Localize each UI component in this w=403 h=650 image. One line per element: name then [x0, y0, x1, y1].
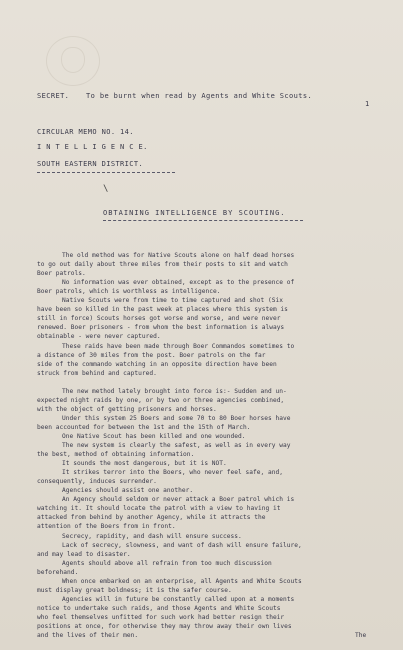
body-line: obtainable - were never captured. — [37, 333, 161, 341]
body-line: notice to undertake such raids, and those Agents and White Scouts — [37, 604, 281, 612]
body-line: renewed. Boer prisoners - from whom the best information is always — [37, 324, 285, 332]
body-line: must display great boldness; it is the safer course. — [37, 586, 232, 594]
body-line: These raids have been made through Boer Commandos sometimes to — [62, 342, 295, 350]
body-line: Agencies should assist one another. — [62, 487, 194, 495]
body-line: beforehand. — [37, 568, 79, 576]
body-line: attacked from behind by another Agency, while it attracts the — [37, 514, 266, 522]
body-line: side of the commando watching in an opposite direction have been — [37, 360, 277, 368]
body-line: and the lives of their men. — [37, 632, 139, 640]
body-line: Lack of secrecy, slowness, and want of dash will ensure failure, — [62, 541, 302, 549]
body-line: been accounted for between the 1st and the 15th of March. — [37, 423, 251, 431]
title-underline — [103, 220, 303, 221]
body-line: Native Scouts were from time to time captured and shot (Six — [62, 297, 283, 305]
body-line: Under this system 25 Boers and some 70 to 80 Boer horses have — [62, 414, 291, 422]
body-line: attention of the Boers from in front. — [37, 523, 176, 531]
body-line: the best, method of obtaining information. — [37, 451, 195, 459]
body-line: Boer patrols, which is worthless as intelligence. — [37, 288, 221, 296]
memo-number: CIRCULAR MEMO NO. 14. — [37, 128, 134, 136]
page-number: 1 — [365, 100, 370, 108]
body-line: positions at once, for otherwise they may throw away their own lives — [37, 623, 292, 630]
burn-note: To be burnt when read by Agents and White Scouts. — [86, 92, 313, 100]
body-line: a distance of 30 miles from the post. Boer patrols on the far — [37, 351, 266, 359]
body-line: It sounds the most dangerous, but it is NOT. — [62, 460, 227, 468]
body-line: watching it. It should locate the patrol with a view to having it — [37, 505, 281, 513]
body-line: with the object of getting prisoners and horses. — [37, 405, 217, 413]
body-line: to go out daily about three miles from their posts to sit and watch — [37, 261, 288, 269]
pencil-mark: \ — [103, 184, 109, 194]
header-underline — [37, 172, 175, 173]
body-line: No information was ever obtained, except as to the presence of — [62, 279, 295, 287]
body-line: Boer patrols. — [37, 270, 86, 278]
body-line: When once embarked on an enterprise, all Agents and White Scouts — [62, 577, 302, 585]
district: SOUTH EASTERN DISTRICT. — [37, 160, 144, 168]
body-line: consequently, induces surrender. — [37, 478, 157, 486]
catchword: The — [355, 632, 367, 639]
secret-label: SECRET. — [37, 92, 70, 100]
body-line: expected night raids by one, or by two or three agencies combined, — [37, 396, 285, 404]
body-line: Agencies will in future be constantly called upon at a moments — [62, 595, 295, 603]
body-line: One Native Scout has been killed and one wounded. — [62, 432, 246, 440]
body-line: struck from behind and captured. — [37, 369, 157, 377]
body-line: Agents should above all refrain from too much discussion — [62, 559, 272, 567]
department: I N T E L L I G E N C E. — [37, 143, 148, 151]
body-line: still in force) Scouts horses got worse and worse, and were never — [37, 315, 281, 323]
document-title: OBTAINING INTELLIGENCE BY SCOUTING. — [103, 209, 286, 217]
body-line: The new method lately brought into force is:- Sudden and un- — [62, 387, 287, 395]
body-line: An Agency should seldom or never attack a Boer patrol which is — [62, 496, 295, 504]
body-line: It strikes terror into the Boers, who never feel safe, and, — [62, 469, 283, 477]
body-line: who feel themselves unfitted for such work had better resign their — [37, 613, 285, 621]
body-line: have been so killed in the past week at places where this system is — [37, 306, 288, 314]
body-line: The new system is clearly the safest, as well as in every way — [62, 442, 291, 449]
body-line: The old method was for Native Scouts alone on half dead horses — [62, 252, 295, 259]
embossed-seal-icon — [46, 36, 100, 86]
body-line: and may lead to disaster. — [37, 550, 131, 558]
body-line: Secrecy, rapidity, and dash will ensure success. — [62, 532, 242, 540]
